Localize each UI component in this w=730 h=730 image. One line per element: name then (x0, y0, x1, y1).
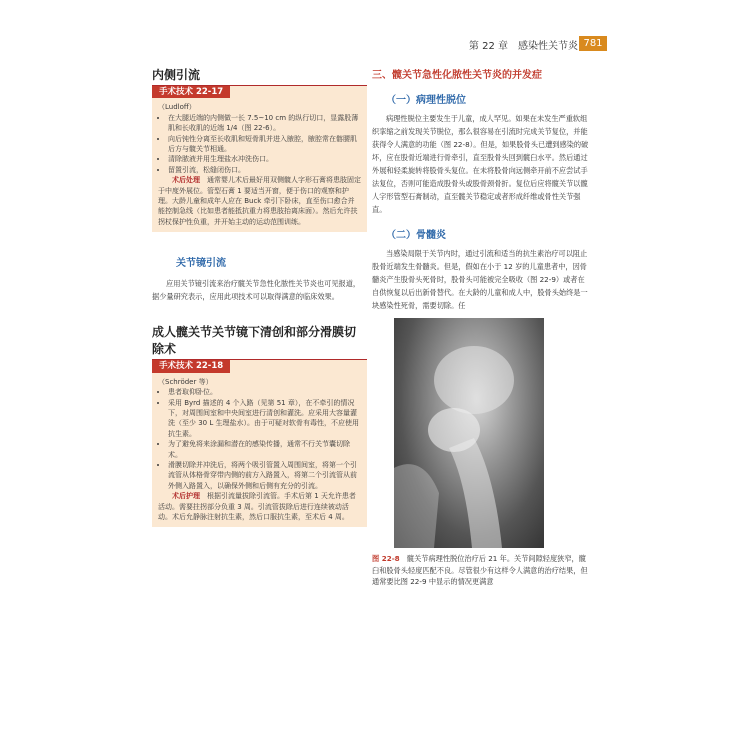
aftercare-paragraph (158, 175, 361, 227)
section-heading-arthroscopic-debridement: 成人髋关节关节镜下清创和部分滑膜切除术 (152, 323, 367, 360)
xray-image (394, 318, 544, 548)
arthroscopy-section (152, 232, 367, 303)
technique-author: （Schröder 等） (158, 377, 213, 386)
technique-box-22-17 (152, 86, 367, 232)
figure-caption-text: 髋关节病理性脱位治疗后 21 年。关节间隙轻度狭窄，髋臼和股骨头轻度匹配不良。尽管很少有这样令人满意的治疗结果，但通常要比图 22-9 中显示的情况更满意 (372, 554, 588, 586)
technique-steps (158, 387, 361, 491)
aftercare-label: 术后护理 (172, 492, 200, 501)
aftercare-label: 术后处理 (172, 176, 200, 185)
osteomyelitis-heading: （二）骨髓炎 (386, 230, 446, 241)
technique-step: • 向后钝性分离至长收肌和短骨肌并进入腋腔，腋腔常在髂腰肌后方与髋关节相通。 (168, 134, 361, 155)
pathologic-dislocation-text: 病理性脱位主要发生于儿童，成人罕见。如果在未发生严重软组织挛缩之前发现关节脱位，那么很容易在引流时完成关节复位，并能获得令人满意的功能（图 22-8）。但是，如果股骨头已遭到感染的破坏，应在股骨近端进行骨牵引，直至股骨头回到髋臼水平。然后通过外展和轻柔旋转将股骨头复位。在未将股骨向远侧牵开前不应尝试手法复位，否则可能造成股骨头或股骨颈骨折。复位后应将髋关节以髋人字形管型石膏制动，直至髋关节稳定或者形成纤维或骨性关节强直。 (372, 114, 589, 214)
arthroscopy-heading: 关节镜引流 (176, 258, 226, 270)
technique-step: • 在大腿近端的内侧做一长 7.5~10 cm 的纵行切口，显露股薄肌和长收肌的近端 1/4（图 22-6）。 (168, 113, 361, 134)
left-column (152, 66, 367, 527)
technique-step: • 留置引流，松缝闭伤口。 (168, 165, 361, 175)
aftercare-text: 根据引流量拔除引流管。手术后第 1 天允许患者活动。需要拄拐部分负重 3 周。引流管拔除后进行连续被动活动。术后允静脉注射抗生素，然后口服抗生素，至术后 4 周。 (158, 492, 356, 521)
technique-label: 手术技术 22-18 (152, 360, 230, 372)
technique-label: 手术技术 22-17 (152, 86, 230, 98)
complications-heading: 三、髋关节急性化脓性关节炎的并发症 (372, 70, 542, 81)
section-heading-medial-drainage: 内侧引流 (152, 66, 367, 86)
osteomyelitis-text: 当感染局限于关节内时，通过引流和适当的抗生素治疗可以阻止股骨近端发生骨髓炎。但是，假如在小于 12 岁的儿童患者中，因骨髓炎产生股骨头死骨时，股骨头可能被完全吸收（图 22-9）或者在自供恢复以后出新骨替代。在大龄的儿童和成人中，股骨头始终是一块感染性死骨，需要切除。任 (372, 249, 588, 310)
technique-step: • 清除脓液并用生理盐水冲洗伤口。 (168, 154, 361, 164)
right-column (372, 66, 590, 588)
technique-step: • 滑膜切除并冲洗后，将两个吸引管置入周围间室，将第一个引流管从体格骨穿带内侧的前方入路置入，将第二个引流管从前外侧入路置入，以确保外侧和后侧有充分的引流。 (168, 460, 361, 491)
aftercare-paragraph (158, 491, 361, 522)
figure-number: 图 22-8 (372, 554, 400, 563)
technique-step: • 为了避免将来涂漏和潜在的感染传播，通常不行关节囊切除术。 (168, 439, 361, 460)
page-header (0, 36, 730, 52)
technique-step: • 采用 Byrd 描述的 4 个入路（见第 51 章），在不牵引的情况下，对周围间室和中央间室进行清创和灌洗。应采用大容量灌洗（至少 30 L 生理盐水）。由于可疑对软骨有毒性，不应使用抗生素。 (168, 398, 361, 440)
xray-bone-shapes (394, 318, 544, 548)
chapter-title: 第 22 章 感染性关节炎 (468, 41, 578, 52)
technique-steps (158, 113, 361, 175)
aftercare-text: 通常婴儿术后最好用双侧髋人字形石膏将患肢固定于中度外展位。管型石膏 1 要适当开窗，便于伤口的观察和护理。大龄儿童和成年人应在 Buck 牵引下卧床，直至伤口愈合并能控制急线（比如患者能抵抗重力将患肢抬离床面）。然后允许扶拐杖保护性负重，并开始主动的运动范围训练。 (158, 176, 361, 226)
page-number: 781 (579, 36, 607, 51)
technique-author: （Ludloff） (158, 103, 196, 112)
technique-step: • 患者取仰卧位。 (168, 387, 361, 397)
figure-caption (372, 553, 590, 588)
pathologic-dislocation-heading: （一）病理性脱位 (386, 95, 466, 106)
arthroscopy-text: 应用关节镜引流来治疗髋关节急性化脓性关节炎也可见报道，据少量研究表示，应用此项技术可以取得满意的临床效果。 (152, 279, 361, 302)
section-arthroscopic-debridement (152, 303, 367, 527)
technique-box-22-18 (152, 360, 367, 527)
